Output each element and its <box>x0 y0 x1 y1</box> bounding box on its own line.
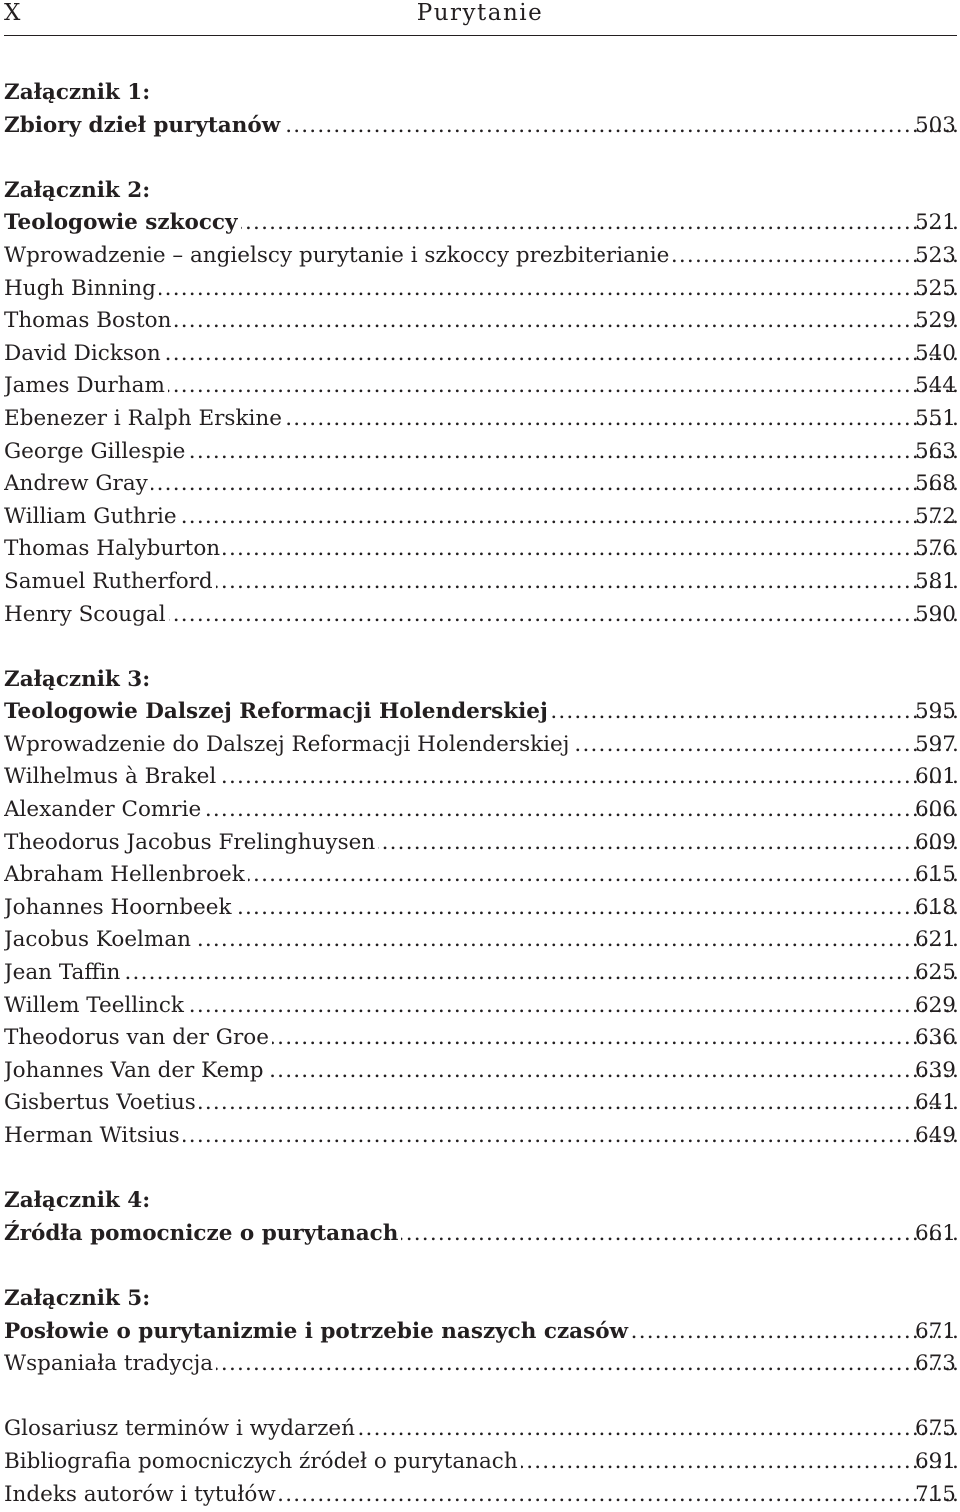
toc-entry[interactable] <box>4 761 956 794</box>
toc-entry-leader <box>4 859 851 892</box>
toc-entry-page: 568 <box>914 471 956 497</box>
toc-entry-title: George Gillespie <box>4 439 188 464</box>
toc-entry-leader <box>4 566 851 599</box>
toc-entry[interactable] <box>4 436 956 469</box>
toc-entry-page: 715 <box>914 1481 956 1507</box>
toc-entry-leader <box>4 1087 851 1120</box>
toc-entry-page: 503 <box>914 112 956 138</box>
toc-entry-page: 636 <box>914 1025 956 1051</box>
toc-entry-title: Willem Teellinck <box>4 993 187 1018</box>
toc-entry-page: 529 <box>914 308 956 334</box>
toc-entry[interactable] <box>4 892 956 925</box>
toc-entry-page: 671 <box>914 1318 956 1344</box>
toc-entry[interactable] <box>4 1218 956 1251</box>
toc-entry-title: Wspaniała tradycja <box>4 1351 216 1376</box>
toc-entry-leader <box>4 957 851 990</box>
toc-entry-page: 641 <box>914 1090 956 1116</box>
section-spacer <box>4 1250 956 1283</box>
toc-entry-page: 629 <box>914 992 956 1018</box>
toc-entry-leader <box>4 403 851 436</box>
toc-entry-leader <box>4 273 851 306</box>
toc-entry-title: Teologowie Dalszej Reformacji Holenderskiej <box>4 699 551 724</box>
toc-entry-title: Samuel Rutherford <box>4 569 216 594</box>
toc-entry[interactable] <box>4 501 956 534</box>
toc-entry-leader <box>4 1446 851 1479</box>
toc-entry-leader <box>4 990 851 1023</box>
toc-entry-leader <box>4 1348 851 1381</box>
toc-entry[interactable] <box>4 957 956 990</box>
toc-entry-leader <box>4 110 851 143</box>
toc-entry-leader <box>4 501 851 534</box>
toc-entry-title: Alexander Comrie <box>4 797 204 822</box>
toc-entry-title: Bibliografia pomocniczych źródeł o purytanach <box>4 1449 521 1474</box>
toc-entry-leader <box>4 207 851 240</box>
appendix-heading: Załącznik 3: <box>4 666 151 692</box>
toc-entry-title: Johannes Van der Kemp <box>4 1058 267 1083</box>
toc-entry-title: Jean Taffin <box>4 960 123 985</box>
toc-entry-page: 606 <box>914 797 956 823</box>
toc-entry-leader <box>4 370 851 403</box>
toc-entry-title: Andrew Gray <box>4 471 151 496</box>
toc-entry-leader <box>4 696 851 729</box>
toc-entry-title: Jacobus Koelman <box>4 927 194 952</box>
toc-entry[interactable] <box>4 468 956 501</box>
toc-entry-page: 525 <box>914 275 956 301</box>
header-rule <box>4 35 957 36</box>
toc-entry-leader <box>4 924 851 957</box>
toc-entry[interactable] <box>4 1087 956 1120</box>
toc-entry[interactable] <box>4 1055 956 1088</box>
toc-entry-title: Theodorus van der Groe <box>4 1025 272 1050</box>
toc-entry-leader <box>4 436 851 469</box>
toc-entry[interactable] <box>4 273 956 306</box>
toc-entry-leader <box>4 1413 851 1446</box>
toc-entry[interactable] <box>4 338 956 371</box>
toc-entry-title: Thomas Halyburton <box>4 536 223 561</box>
toc-entry[interactable] <box>4 1413 956 1446</box>
toc-entry-title: David Dickson <box>4 341 164 366</box>
toc-entry[interactable] <box>4 240 956 273</box>
toc-entry[interactable] <box>4 370 956 403</box>
toc-entry[interactable] <box>4 1479 956 1512</box>
toc-entry-title: Gisbertus Voetius <box>4 1090 199 1115</box>
toc-entry-title: Abraham Hellenbroek <box>4 862 248 887</box>
toc-entry-title: Hugh Binning <box>4 276 159 301</box>
toc-entry-title: Glosariusz terminów i wydarzeń <box>4 1416 358 1441</box>
toc-entry-page: 590 <box>914 601 956 627</box>
appendix-heading: Załącznik 5: <box>4 1285 151 1311</box>
running-title: Purytanie <box>416 0 544 26</box>
toc-entry-leader <box>4 892 851 925</box>
toc-entry-title: Źródła pomocnicze o purytanach <box>4 1221 401 1246</box>
toc-entry-title: Posłowie o purytanizmie i potrzebie naszych czasów <box>4 1319 631 1344</box>
section-spacer <box>4 1381 956 1414</box>
toc-entry-title: Johannes Hoornbeek <box>4 895 235 920</box>
toc-entry-page: 595 <box>914 699 956 725</box>
toc-entry-title: Indeks autorów i tytułów <box>4 1482 279 1507</box>
toc-entry-leader <box>4 1479 851 1512</box>
toc-entry-title: Zbiory dzieł purytanów <box>4 113 283 138</box>
toc-entry-page: 601 <box>914 764 956 790</box>
toc-entry[interactable] <box>4 1348 956 1381</box>
running-head <box>0 0 960 38</box>
toc-entry-page: 615 <box>914 862 956 888</box>
toc-entry[interactable] <box>4 1022 956 1055</box>
toc-entry-leader <box>4 468 851 501</box>
toc-entry-title: Ebenezer i Ralph Erskine <box>4 406 285 431</box>
table-of-contents <box>4 77 956 1511</box>
toc-entry-page: 544 <box>914 373 956 399</box>
toc-entry-leader <box>4 1316 851 1349</box>
toc-entry-page: 609 <box>914 829 956 855</box>
toc-entry-leader <box>4 761 851 794</box>
toc-entry-leader <box>4 1218 851 1251</box>
toc-entry-leader <box>4 1120 851 1153</box>
appendix-heading: Załącznik 2: <box>4 177 151 203</box>
toc-entry-leader <box>4 827 851 860</box>
toc-entry[interactable] <box>4 696 956 729</box>
toc-entry[interactable] <box>4 729 956 762</box>
toc-entry-page: 675 <box>914 1416 956 1442</box>
page-number: X <box>4 0 22 26</box>
toc-entry[interactable] <box>4 566 956 599</box>
section-spacer <box>4 142 956 175</box>
toc-entry-page: 572 <box>914 503 956 529</box>
toc-entry[interactable] <box>4 1446 956 1479</box>
toc-entry-title: Herman Witsius <box>4 1123 183 1148</box>
toc-entry[interactable] <box>4 305 956 338</box>
section-spacer <box>4 1153 956 1186</box>
toc-entry-leader <box>4 338 851 371</box>
toc-entry-page: 551 <box>914 405 956 431</box>
toc-entry-page: 563 <box>914 438 956 464</box>
toc-entry-title: Wprowadzenie – angielscy purytanie i szkoccy prezbiterianie <box>4 243 672 268</box>
appendix-heading: Załącznik 4: <box>4 1188 151 1214</box>
toc-entry-title: Wilhelmus à Brakel <box>4 764 219 789</box>
toc-entry-leader <box>4 729 851 762</box>
toc-entry[interactable] <box>4 533 956 566</box>
toc-entry[interactable] <box>4 207 956 240</box>
toc-entry-title: William Guthrie <box>4 504 180 529</box>
toc-entry-leader <box>4 794 851 827</box>
toc-entry-leader <box>4 305 851 338</box>
toc-entry-title: Theodorus Jacobus Frelinghuysen <box>4 830 378 855</box>
toc-entry-page: 691 <box>914 1448 956 1474</box>
toc-entry-title: James Durham <box>4 373 168 398</box>
toc-entry[interactable] <box>4 110 956 143</box>
toc-entry-title: Wprowadzenie do Dalszej Reformacji Holenderskiej <box>4 732 572 757</box>
toc-entry-page: 576 <box>914 536 956 562</box>
toc-entry-page: 618 <box>914 894 956 920</box>
toc-entry-page: 639 <box>914 1057 956 1083</box>
toc-entry-page: 661 <box>914 1220 956 1246</box>
toc-entry[interactable] <box>4 599 956 632</box>
toc-entry-page: 597 <box>914 731 956 757</box>
toc-entry-title: Teologowie szkoccy <box>4 210 241 235</box>
toc-entry-leader <box>4 1055 851 1088</box>
toc-entry-leader <box>4 1022 851 1055</box>
toc-entry-title: Thomas Boston <box>4 308 174 333</box>
toc-entry-title: Henry Scougal <box>4 602 169 627</box>
toc-entry-page: 625 <box>914 960 956 986</box>
section-spacer <box>4 631 956 664</box>
toc-entry-page: 673 <box>914 1351 956 1377</box>
toc-entry[interactable] <box>4 403 956 436</box>
toc-entry[interactable] <box>4 859 956 892</box>
toc-entry-leader <box>4 599 851 632</box>
toc-entry[interactable] <box>4 990 956 1023</box>
toc-entry[interactable] <box>4 924 956 957</box>
toc-entry-leader <box>4 533 851 566</box>
toc-entry-page: 621 <box>914 927 956 953</box>
toc-entry-page: 540 <box>914 340 956 366</box>
toc-entry[interactable] <box>4 827 956 860</box>
toc-entry-leader <box>4 240 851 273</box>
toc-entry-page: 521 <box>914 210 956 236</box>
toc-entry-page: 523 <box>914 242 956 268</box>
toc-entry[interactable] <box>4 1316 956 1349</box>
toc-entry-page: 649 <box>914 1123 956 1148</box>
toc-entry[interactable] <box>4 1120 956 1153</box>
toc-entry[interactable] <box>4 794 956 827</box>
appendix-heading: Załącznik 1: <box>4 80 151 105</box>
toc-entry-page: 581 <box>914 568 956 594</box>
